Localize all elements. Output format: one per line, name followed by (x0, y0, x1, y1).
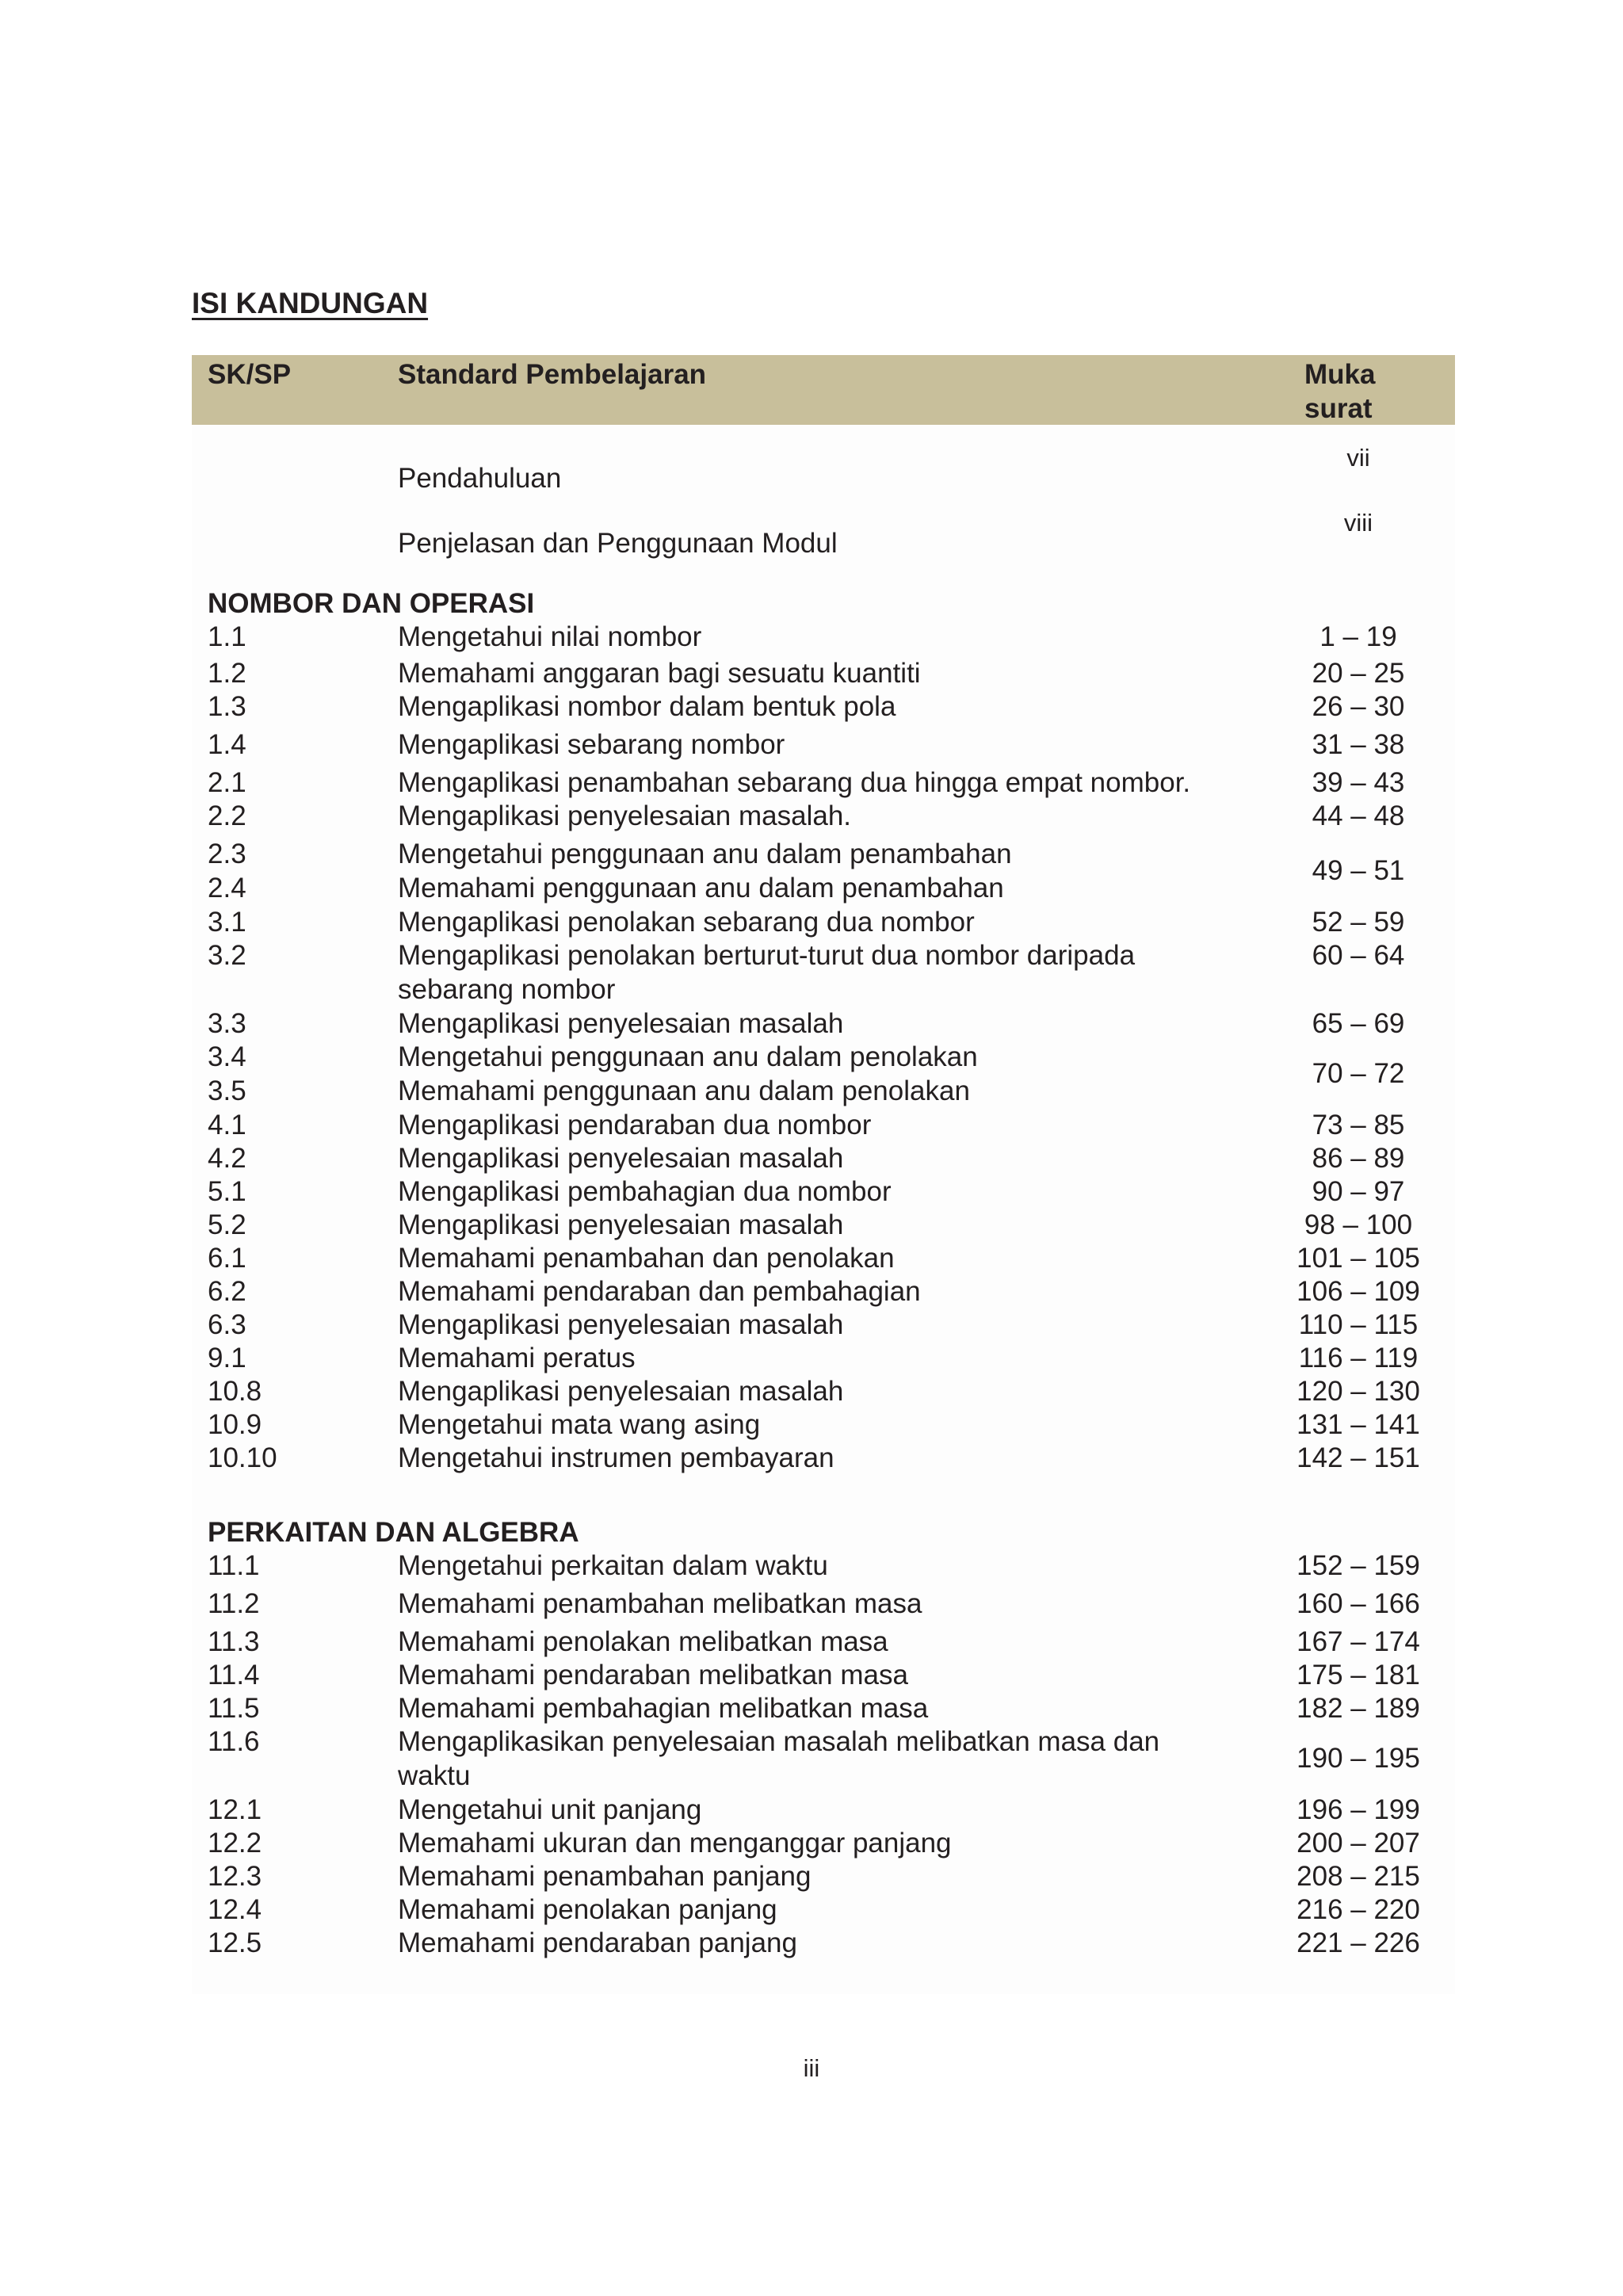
row-code: 6.1 (208, 1243, 246, 1274)
header-title: Standard Pembelajaran (398, 359, 707, 390)
row-title: Mengaplikasi penolakan berturut-turut dua nombor daripada sebarang nombor (398, 940, 1136, 1005)
row-title: Pendahuluan (398, 463, 562, 494)
row-page: 190 – 195 (1296, 1743, 1420, 1774)
row-code: 10.9 (208, 1409, 262, 1440)
row-page: 90 – 97 (1312, 1176, 1405, 1207)
row-code: 2.2 (208, 800, 246, 831)
header-code: SK/SP (208, 359, 292, 390)
row-page: 182 – 189 (1296, 1693, 1420, 1724)
row-code: 10.8 (208, 1376, 262, 1407)
row-title: Memahami pendaraban dan pembahagian (398, 1276, 921, 1307)
row-page: vii (1346, 444, 1370, 472)
row-title: Mengetahui perkaitan dalam waktu (398, 1550, 828, 1581)
table-header (192, 355, 1455, 425)
section-heading: PERKAITAN DAN ALGEBRA (208, 1517, 579, 1548)
section-heading: NOMBOR DAN OPERASI (208, 588, 535, 619)
row-code: 11.3 (208, 1626, 260, 1657)
row-title: Memahami anggaran bagi sesuatu kuantiti (398, 658, 921, 689)
row-page: 160 – 166 (1296, 1588, 1420, 1619)
row-page: 110 – 115 (1298, 1309, 1419, 1340)
row-code: 12.3 (208, 1861, 262, 1892)
row-code: 6.2 (208, 1276, 246, 1307)
row-code-a: 2.3 (208, 839, 246, 869)
row-title: Mengaplikasi penyelesaian masalah (398, 1008, 844, 1039)
row-page: 120 – 130 (1296, 1376, 1420, 1407)
row-code: 2.1 (208, 767, 246, 798)
row-page: 101 – 105 (1296, 1243, 1420, 1274)
row-code: 5.1 (208, 1176, 246, 1207)
row-code: 12.5 (208, 1927, 262, 1958)
row-title: Mengetahui instrumen pembayaran (398, 1442, 834, 1473)
row-page: 44 – 48 (1312, 800, 1405, 831)
row-title: Memahami penambahan panjang (398, 1861, 812, 1892)
row-page: 52 – 59 (1312, 907, 1405, 938)
header-page-line1: Muka (1304, 359, 1376, 390)
row-title: Memahami penolakan panjang (398, 1894, 777, 1925)
row-page: 65 – 69 (1312, 1008, 1405, 1039)
row-page: 60 – 64 (1312, 940, 1405, 971)
row-page: 131 – 141 (1296, 1409, 1420, 1440)
row-title: Mengaplikasi pendaraban dua nombor (398, 1110, 872, 1140)
row-page: 49 – 51 (1312, 855, 1405, 886)
row-code: 6.3 (208, 1309, 246, 1340)
row-title: Mengetahui nilai nombor (398, 621, 702, 652)
row-title: Mengaplikasi penyelesaian masalah. (398, 800, 852, 831)
row-page: 152 – 159 (1296, 1550, 1420, 1581)
row-title: Memahami pembahagian melibatkan masa (398, 1693, 929, 1724)
row-code: 3.2 (208, 940, 246, 971)
row-page: 221 – 226 (1296, 1927, 1420, 1958)
row-title: Mengaplikasi nombor dalam bentuk pola (398, 691, 896, 722)
row-title-b: Memahami penggunaan anu dalam penambahan (398, 873, 1004, 904)
row-page: 31 – 38 (1312, 729, 1405, 760)
row-page: 116 – 119 (1298, 1343, 1419, 1373)
row-title-a: Mengetahui penggunaan anu dalam penambahan (398, 839, 1012, 869)
row-title: Mengaplikasi pembahagian dua nombor (398, 1176, 892, 1207)
page-title: ISI KANDUNGAN (192, 287, 429, 319)
row-code: 12.1 (208, 1794, 262, 1825)
row-title (398, 1040, 1428, 1108)
row-title (398, 837, 1428, 905)
row-code: 3.3 (208, 1008, 246, 1039)
row-code (208, 1040, 246, 1108)
row-code: 11.6 (208, 1726, 260, 1757)
row-title: Mengetahui unit panjang (398, 1794, 702, 1825)
row-page: 20 – 25 (1312, 658, 1405, 689)
row-page: 39 – 43 (1312, 767, 1405, 798)
table-row (192, 938, 1455, 1007)
row-page: 200 – 207 (1296, 1828, 1420, 1859)
row-page: 175 – 181 (1296, 1660, 1420, 1690)
row-code: 11.1 (208, 1550, 260, 1581)
row-page: 1 – 19 (1319, 621, 1397, 652)
row-code: 1.1 (208, 621, 246, 652)
row-code: 12.4 (208, 1894, 262, 1925)
row-title: Memahami penambahan dan penolakan (398, 1243, 895, 1274)
row-title: Mengaplikasi penyelesaian masalah (398, 1309, 844, 1340)
row-title: Memahami peratus (398, 1343, 636, 1373)
row-code: 1.4 (208, 729, 246, 760)
row-code: 4.2 (208, 1143, 246, 1174)
row-code: 3.1 (208, 907, 246, 938)
page-number: iii (803, 2054, 820, 2082)
header-page (1304, 357, 1392, 426)
row-title: Memahami penambahan melibatkan masa (398, 1588, 922, 1619)
row-page: 208 – 215 (1296, 1861, 1420, 1892)
header-page-line2: surat (1304, 393, 1373, 424)
row-title-b: Memahami penggunaan anu dalam penolakan (398, 1075, 970, 1106)
row-title: Mengaplikasi penolakan sebarang dua nombor (398, 907, 975, 938)
row-page: 26 – 30 (1312, 691, 1405, 722)
table-body (192, 425, 1455, 1994)
row-code-a: 3.4 (208, 1041, 246, 1072)
row-code-b: 3.5 (208, 1075, 246, 1106)
row-code (208, 837, 246, 905)
row-code: 9.1 (208, 1343, 246, 1373)
row-page: viii (1343, 509, 1373, 537)
row-title: Memahami penolakan melibatkan masa (398, 1626, 888, 1657)
row-code: 1.2 (208, 658, 246, 689)
table-row (192, 1725, 1455, 1793)
row-title: Memahami ukuran dan menganggar panjang (398, 1828, 952, 1859)
table-row (192, 837, 1455, 905)
row-title: Memahami pendaraban melibatkan masa (398, 1660, 908, 1690)
table-row (192, 1040, 1455, 1108)
row-page: 196 – 199 (1296, 1794, 1420, 1825)
row-code: 5.2 (208, 1209, 246, 1240)
row-page: 216 – 220 (1296, 1894, 1420, 1925)
row-page: 167 – 174 (1296, 1626, 1420, 1657)
row-title: Mengaplikasi penambahan sebarang dua hingga empat nombor. (398, 767, 1191, 798)
row-title: Mengaplikasi penyelesaian masalah (398, 1376, 844, 1407)
row-page: 106 – 109 (1296, 1276, 1420, 1307)
row-code: 10.10 (208, 1442, 277, 1473)
row-title-a: Mengetahui penggunaan anu dalam penolakan (398, 1041, 978, 1072)
row-code: 4.1 (208, 1110, 246, 1140)
row-title: Mengaplikasi penyelesaian masalah (398, 1209, 844, 1240)
row-page: 86 – 89 (1312, 1143, 1405, 1174)
row-code: 11.2 (208, 1588, 260, 1619)
row-title: Mengaplikasi penyelesaian masalah (398, 1143, 844, 1174)
row-title: Mengaplikasikan penyelesaian masalah melibatkan masa dan waktu (398, 1726, 1160, 1791)
row-code-b: 2.4 (208, 873, 246, 904)
row-code: 12.2 (208, 1828, 262, 1859)
row-title: Mengaplikasi sebarang nombor (398, 729, 785, 760)
row-code: 11.4 (208, 1660, 260, 1690)
row-title: Penjelasan dan Penggunaan Modul (398, 528, 838, 559)
row-page: 98 – 100 (1304, 1209, 1413, 1240)
row-code: 1.3 (208, 691, 246, 722)
row-title: Mengetahui mata wang asing (398, 1409, 761, 1440)
row-page: 73 – 85 (1312, 1110, 1405, 1140)
row-page: 142 – 151 (1296, 1442, 1420, 1473)
row-page: 70 – 72 (1312, 1058, 1405, 1089)
row-title: Memahami pendaraban panjang (398, 1927, 797, 1958)
row-code: 11.5 (208, 1693, 260, 1724)
